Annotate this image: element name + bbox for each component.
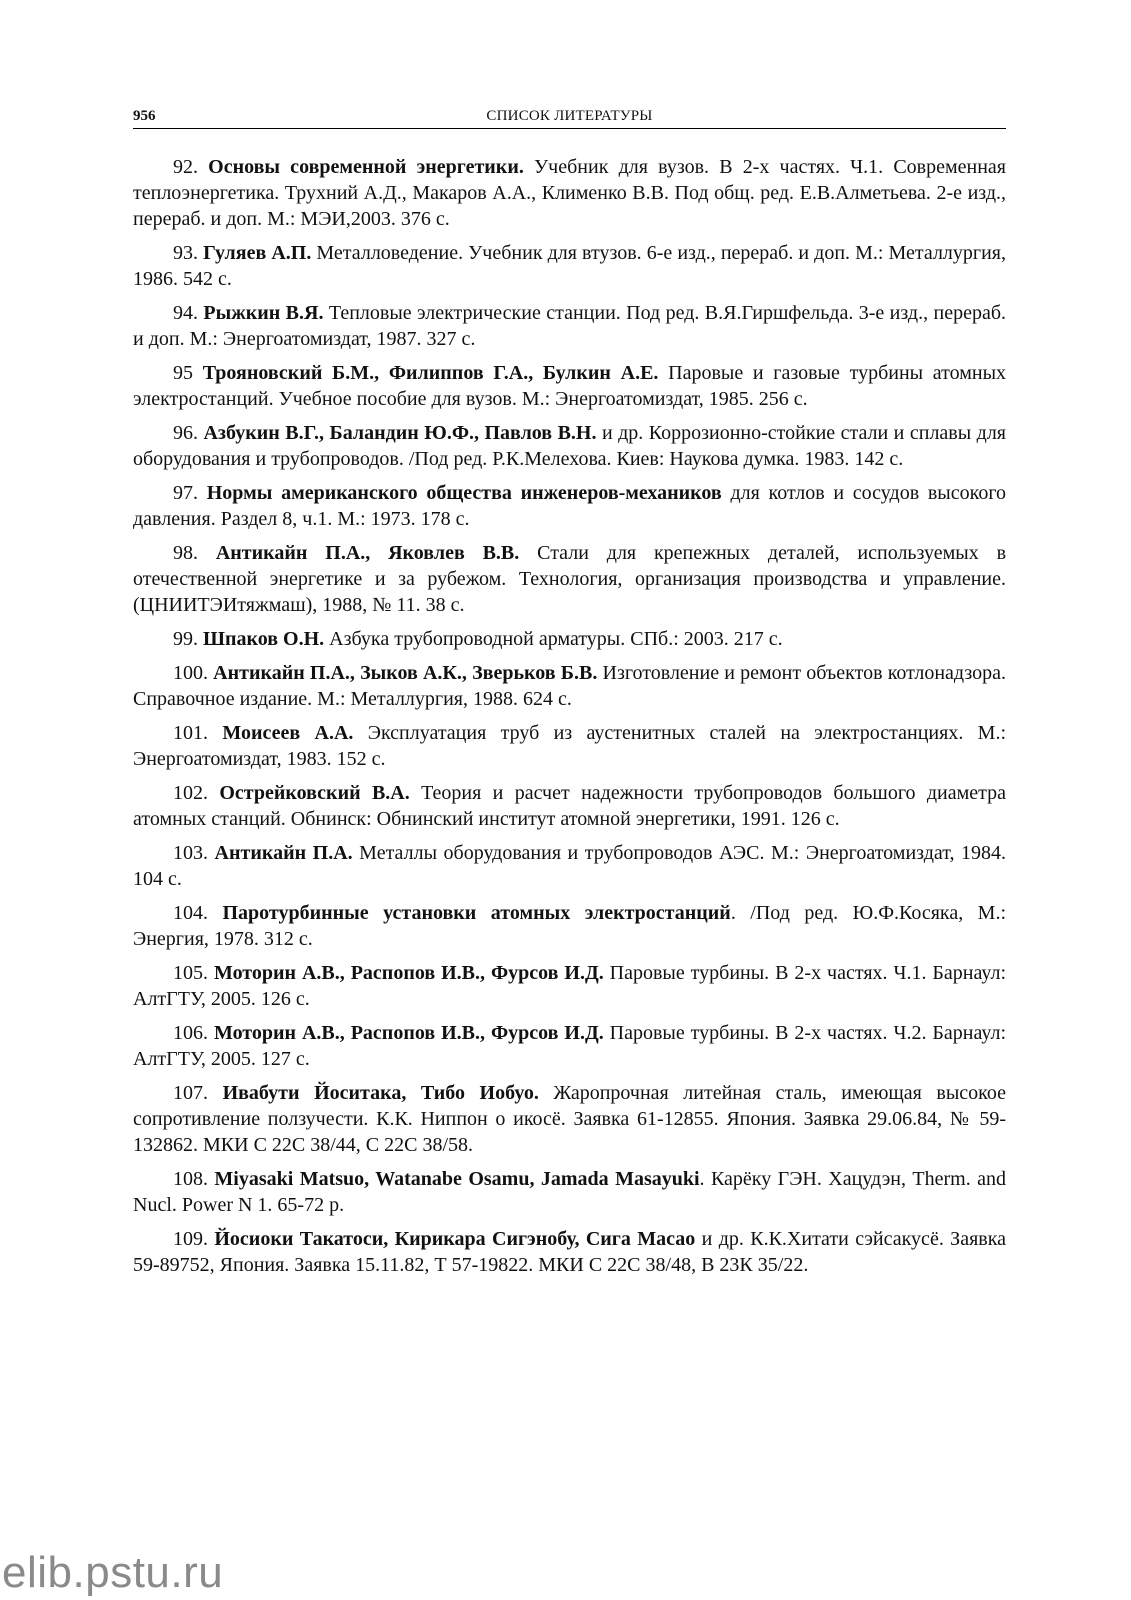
reference-number: 106. (173, 1022, 208, 1044)
reference-text: Паровые турбины. В 2-х частях. Ч.1. Барнаул: АлтГТУ, 2005. 126 с. (133, 962, 1006, 1010)
reference-item (133, 154, 1006, 232)
reference-authors: Моторин А.В., Распопов И.В., Фурсов И.Д. (213, 1022, 604, 1044)
reference-number: 104. (173, 902, 208, 924)
reference-number: 109. (173, 1228, 208, 1250)
reference-number: 97. (173, 482, 198, 504)
reference-number: 100. (173, 662, 208, 684)
watermark: elib.pstu.ru (2, 1548, 224, 1597)
reference-authors: Острейковский В.А. (219, 782, 410, 804)
reference-number: 94. (173, 302, 198, 324)
reference-number: 92. (173, 156, 198, 178)
reference-number: 108. (173, 1168, 208, 1190)
reference-item (133, 780, 1006, 832)
reference-text: Паровые и газовые турбины атомных электростанций. Учебное пособие для вузов. М.: Энергоатомиздат, 1985. 256 с. (133, 362, 1007, 410)
reference-number: 102. (173, 782, 208, 804)
page-header (133, 106, 1006, 129)
reference-authors: Гуляев А.П. (203, 242, 312, 264)
reference-item (133, 1226, 1006, 1278)
reference-text: Жаропрочная литейная сталь, имеющая высокое сопротивление ползучести. К.К. Ниппон о икосё. Заявка 61-12855. Япония. Заявка 29.06.84, № 59-132862. МКИ С 22С 38/44, С 22С 38/58. (133, 1082, 1007, 1156)
reference-item (133, 960, 1006, 1012)
reference-authors: Шпаков О.Н. (203, 628, 325, 650)
reference-number: 95 (173, 362, 193, 384)
reference-number: 99. (173, 628, 198, 650)
reference-text: Стали для крепежных деталей, используемых в отечественной энергетике и за рубежом. Технология, организация производства и управление. (ЦНИИТЭИтяжмаш), 1988, № 11. 38 с. (133, 542, 1007, 616)
reference-text: Тепловые электрические станции. Под ред. В.Я.Гиршфельда. 3-е изд., перераб. и доп. М.: Энергоатомиздат, 1987. 327 с. (133, 302, 1006, 350)
reference-list (133, 154, 1006, 1286)
reference-item (133, 480, 1006, 532)
reference-text: Азбука трубопроводной арматуры. СПб.: 2003. 217 с. (329, 628, 783, 650)
reference-item (133, 1080, 1006, 1158)
reference-text: Эксплуатация труб из аустенитных сталей на электростанциях. М.: Энергоатомиздат, 1983. 152 с. (133, 722, 1006, 770)
reference-number: 107. (173, 1082, 208, 1104)
reference-authors: Моисеев А.А. (222, 722, 354, 744)
reference-text: для котлов и сосудов высокого давления. Раздел 8, ч.1. М.: 1973. 178 с. (133, 482, 1007, 530)
reference-item (133, 626, 1006, 652)
reference-number: 98. (173, 542, 198, 564)
reference-item (133, 720, 1006, 772)
reference-text: Учебник для вузов. В 2-х частях. Ч.1. Современная теплоэнергетика. Трухний А.Д., Макаров А.А., Клименко В.В. Под общ. ред. Е.В.Алметьева. 2-е изд., перераб. и доп. М.: МЭИ,2003. 376 с. (133, 156, 1006, 230)
reference-item (133, 900, 1006, 952)
reference-text: Металловедение. Учебник для втузов. 6-е изд., перераб. и доп. М.: Металлургия, 1986. 542 с. (133, 242, 1007, 290)
reference-number: 105. (173, 962, 208, 984)
reference-item (133, 420, 1006, 472)
reference-authors: Антикайн П.А. (214, 842, 353, 864)
reference-item (133, 300, 1006, 352)
reference-item (133, 540, 1006, 618)
reference-text: Теория и расчет надежности трубопроводов большого диаметра атомных станций. Обнинск: Обнинский институт атомной энергетики, 1991. 126 с. (133, 782, 1007, 830)
reference-text: . Карёку ГЭН. Хацудэн, Therm. and Nucl. Power N 1. 65-72 p. (133, 1168, 1006, 1216)
reference-number: 101. (173, 722, 208, 744)
reference-text: Изготовление и ремонт объектов котлонадзора. Справочное издание. М.: Металлургия, 1988. 624 с. (133, 662, 1007, 710)
reference-authors: Трояновский Б.М., Филиппов Г.А., Булкин А.Е. (202, 362, 659, 384)
reference-authors: Нормы американского общества инженеров-механиков (206, 482, 722, 504)
reference-item (133, 240, 1006, 292)
running-title: СПИСОК ЛИТЕРАТУРЫ (486, 108, 653, 124)
reference-text: Паровые турбины. В 2-х частях. Ч.2. Барнаул: АлтГТУ, 2005. 127 с. (133, 1022, 1006, 1070)
reference-text: . /Под ред. Ю.Ф.Косяка, М.: Энергия, 1978. 312 с. (133, 902, 1007, 950)
reference-item (133, 360, 1006, 412)
reference-item (133, 1166, 1006, 1218)
reference-authors: Моторин А.В., Распопов И.В., Фурсов И.Д. (213, 962, 604, 984)
reference-text: Металлы оборудования и трубопроводов АЭС. М.: Энергоатомиздат, 1984. 104 с. (133, 842, 1006, 890)
reference-number: 93. (173, 242, 198, 264)
reference-item (133, 840, 1006, 892)
reference-authors: Рыжкин В.Я. (203, 302, 324, 324)
reference-item (133, 660, 1006, 712)
reference-authors: Азбукин В.Г., Баландин Ю.Ф., Павлов В.Н. (203, 422, 597, 444)
reference-authors: Miyasaki Matsuo, Watanabe Osamu, Jamada Masayuki (214, 1168, 700, 1190)
reference-number: 103. (173, 842, 208, 864)
reference-item (133, 1020, 1006, 1072)
reference-authors: Паротурбинные установки атомных электростанций (222, 902, 731, 924)
reference-authors: Ивабути Йоситака, Тибо Иобуо. (222, 1082, 539, 1104)
reference-authors: Антикайн П.А., Зыков А.К., Зверьков Б.В. (213, 662, 598, 684)
reference-text: и др. К.К.Хитати сэйсакусё. Заявка 59-89752, Япония. Заявка 15.11.82, Т 57-19822. МКИ С 22С 38/48, В 23К 35/22. (133, 1228, 1007, 1276)
reference-authors: Основы современной энергетики. (208, 156, 524, 178)
page-number: 956 (133, 108, 156, 124)
reference-number: 96. (173, 422, 198, 444)
reference-text: и др. Коррозионно-стойкие стали и сплавы для оборудования и трубопроводов. /Под ред. Р.К.Мелехова. Киев: Наукова думка. 1983. 142 с. (133, 422, 1007, 470)
reference-authors: Йосиоки Такатоси, Кирикара Сигэнобу, Сига Масао (214, 1228, 696, 1250)
reference-authors: Антикайн П.А., Яковлев В.В. (215, 542, 520, 564)
